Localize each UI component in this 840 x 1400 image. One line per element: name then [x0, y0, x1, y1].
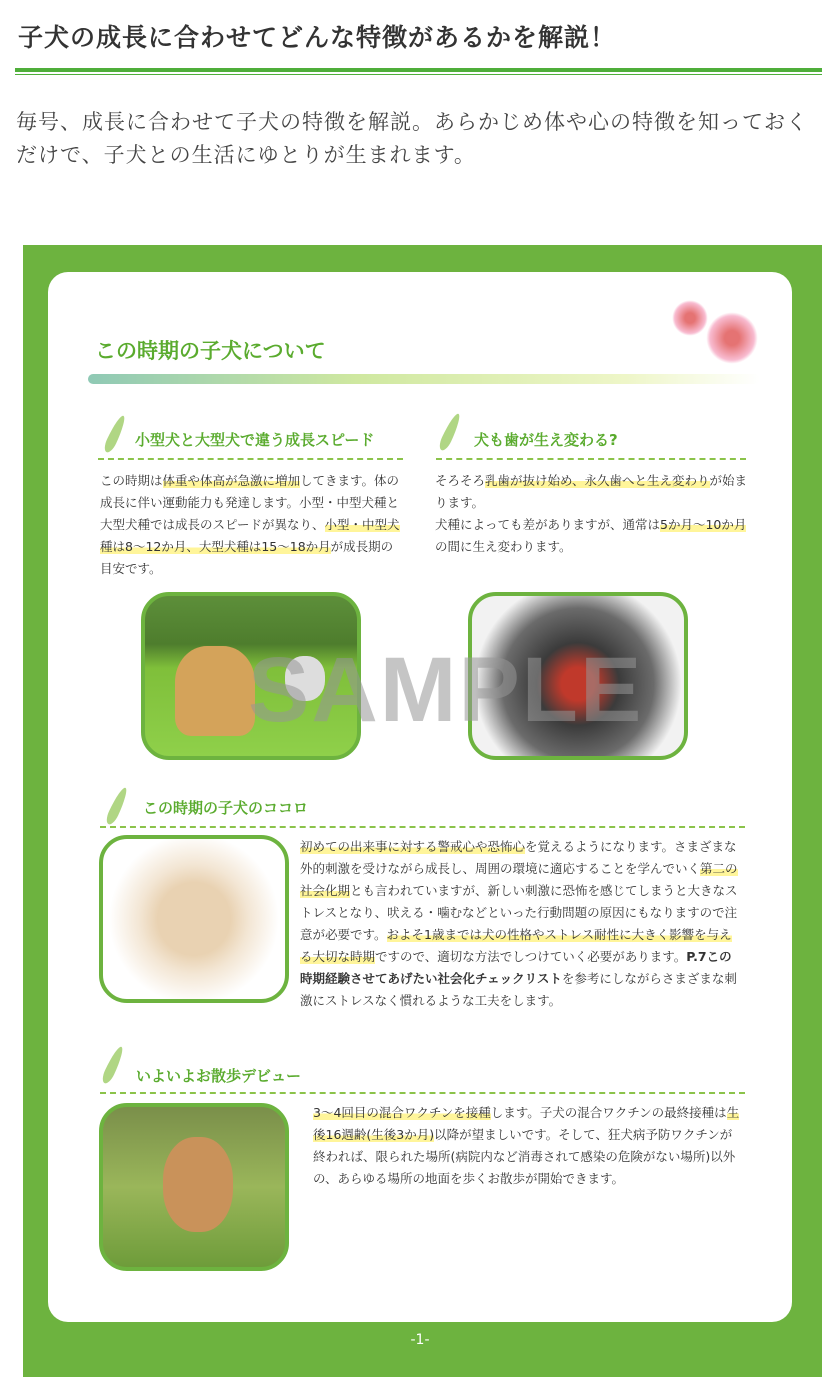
- brush-stroke: [88, 374, 760, 384]
- highlighted-text: 乳歯が抜け始め、永久歯へと生え変わり: [485, 473, 710, 488]
- divider: [15, 74, 822, 75]
- block-heading: 犬も歯が生え変わる?: [474, 431, 618, 449]
- block-heading: いよいよお散歩デビュー: [136, 1067, 302, 1085]
- block-heading: この時期の子犬のココロ: [143, 799, 309, 817]
- highlighted-text: 3〜4回目の混合ワクチンを接種: [313, 1105, 491, 1120]
- body-text: を覚えるようになります。さまざまな外的刺激を受けながら成長し、周囲の環境に適応することを学んでいく: [300, 839, 737, 876]
- flower-icon: [706, 312, 758, 364]
- page-title: 子犬の成長に合わせてどんな特徴があるかを解説！: [18, 23, 617, 52]
- intro-text: 毎号、成長に合わせて子犬の特徴を解説。あらかじめ体や心の特徴を知っておくだけで、子犬との生活にゆとりが生まれます。: [16, 110, 808, 167]
- highlighted-text: およそ1歳までは犬の性格やストレス耐性に大きく影響を与える大切な時期: [300, 927, 732, 964]
- body-text: この時期は: [100, 473, 163, 488]
- block-body: [300, 836, 742, 1012]
- highlighted-text: 第二の社会化期: [300, 861, 738, 898]
- dashed-divider: [100, 826, 745, 828]
- block-body: [435, 470, 750, 558]
- body-text: します。子犬の混合ワクチンの最終接種は: [490, 1105, 727, 1120]
- body-text: そろそろ: [435, 473, 486, 488]
- photo-chihuahua: [99, 835, 289, 1003]
- body-text: が始まります。 犬種によっても差がありますが、通常は: [435, 473, 748, 532]
- divider: [15, 68, 822, 72]
- section-title: この時期の子犬について: [95, 339, 326, 363]
- page-number: -1-: [410, 1332, 430, 1348]
- body-text: ですので、適切な方法でしつけていく必要があります。: [375, 949, 687, 964]
- body-text: を参考にしながらさまざまな刺激にストレスなく慣れるような工夫をします。: [300, 971, 737, 1008]
- photo-puppy-walking: [99, 1103, 289, 1271]
- dashed-divider: [98, 458, 403, 460]
- dashed-divider: [100, 1092, 745, 1094]
- highlighted-text: 5か月〜10か月: [660, 517, 747, 532]
- highlighted-text: 初めての出来事に対する警戒心や恐怖心: [300, 839, 526, 854]
- highlighted-text: 生後16週齢(生後3か月): [313, 1105, 740, 1142]
- body-text: が成長期の目安です。: [100, 539, 394, 576]
- flower-icon: [672, 300, 708, 336]
- sample-watermark: SAMPLE: [248, 639, 644, 741]
- body-text: してきます。体の成長に伴い運動能力も発達します。小型・中型犬種と大型犬種では成長のスピードが異なり、: [100, 473, 400, 532]
- block-body: [100, 470, 405, 580]
- block-heading: 小型犬と大型犬で違う成長スピード: [135, 431, 375, 449]
- highlighted-text: 体重や体高が急激に増加: [162, 473, 301, 488]
- highlighted-text: 小型・中型犬種は8〜12か月、大型犬種は15〜18か月: [100, 517, 400, 554]
- body-text: 以降が望ましいです。そして、狂犬病予防ワクチンが終われば、限られた場所(病院内など消毒されて感染の危険がない場所)以外の、あらゆる場所の地面を歩くお散歩が開始できます。: [313, 1127, 736, 1186]
- dashed-divider: [436, 458, 746, 460]
- body-text: の間に生え変わります。: [435, 539, 572, 554]
- block-body: [313, 1102, 743, 1190]
- body-text: とも言われていますが、新しい刺激に恐怖を感じてしまうと大きなストレスとなり、吠える・噛むなどといった行動問題の原因にもなりますので注意が必要です。: [300, 883, 738, 942]
- bold-reference-text: P.7この時期経験させてあげたい社会化チェックリスト: [300, 949, 732, 986]
